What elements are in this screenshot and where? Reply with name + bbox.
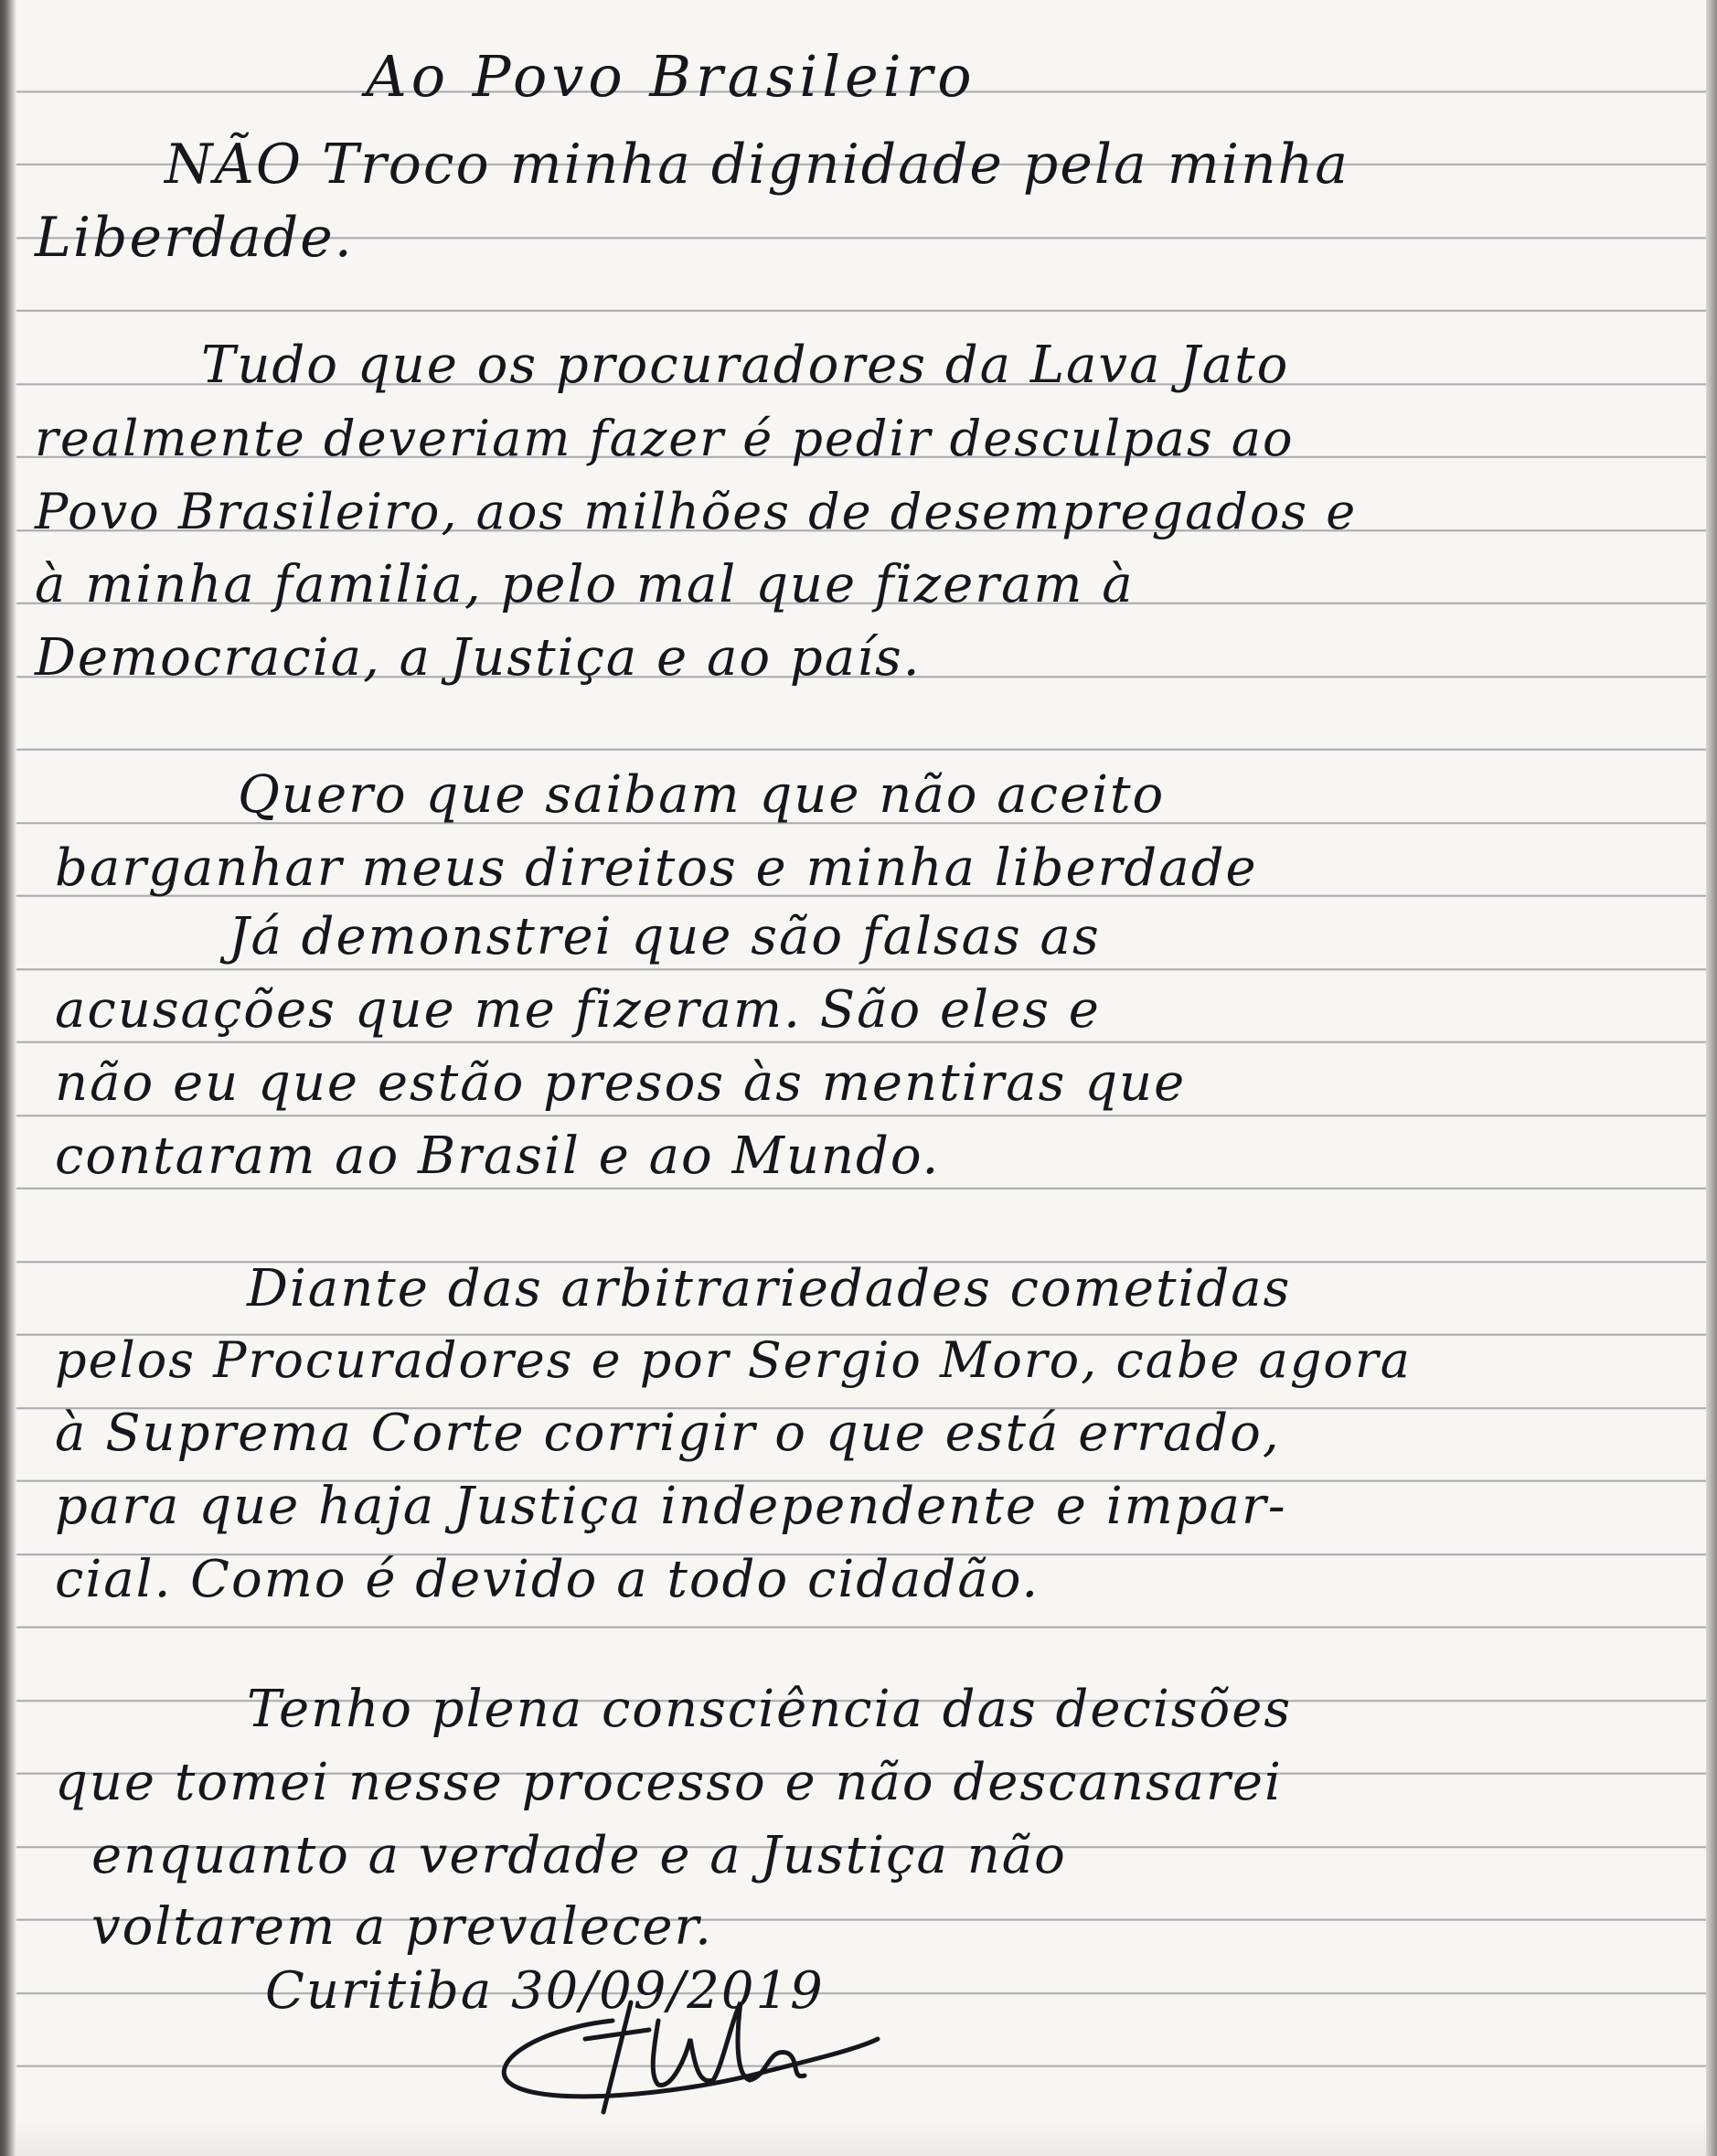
place-and-date: Curitiba 30/09/2019: [265, 1961, 825, 2021]
letter-line-15: pelos Procuradores e por Sergio Moro, cabe agora: [55, 1331, 1412, 1389]
letter-line-14: Diante das arbitrariedades cometidas: [247, 1259, 1292, 1318]
letter-line-4: realmente deveriam fazer é pedir desculpas ao: [35, 410, 1295, 467]
letter-line-10: Já demonstrei que são falsas as: [229, 907, 1101, 966]
letter-line-2: Liberdade.: [35, 206, 354, 270]
letter-line-16: à Suprema Corte corrigir o que está errado,: [55, 1404, 1281, 1463]
letter-line-6: à minha familia, pelo mal que fizeram à: [35, 555, 1135, 614]
letter-line-19: Tenho plena consciência das decisões: [247, 1680, 1293, 1739]
letter-title: Ao Povo Brasileiro: [366, 43, 976, 110]
letter-line-7: Democracia, a Justiça e ao país.: [35, 628, 922, 688]
letter-line-1: NÃO Troco minha dignidade pela minha: [165, 133, 1350, 197]
letter-line-20: que tomei nesse processo e não descansarei: [55, 1753, 1283, 1812]
letter-line-12: não eu que estão presos às mentiras que: [55, 1053, 1187, 1113]
handwritten-signature: [475, 1984, 896, 2121]
letter-line-22: voltarem a prevalecer.: [91, 1897, 713, 1957]
letter-line-13: contaram ao Brasil e ao Mundo.: [55, 1126, 941, 1186]
letter-line-11: acusações que me fizeram. São eles e: [55, 980, 1101, 1040]
letter-line-9: barganhar meus direitos e minha liberdade: [55, 838, 1258, 898]
letter-line-17: para que haja Justiça independente e impar-: [55, 1477, 1287, 1536]
letter-line-21: enquanto a verdade e a Justiça não: [91, 1826, 1067, 1885]
letter-line-18: cial. Como é devido a todo cidadão.: [55, 1550, 1040, 1609]
letter-line-5: Povo Brasileiro, aos milhões de desempregados e: [35, 483, 1358, 540]
letter-line-3: Tudo que os procuradores da Lava Jato: [201, 336, 1290, 395]
letter-line-8: Quero que saibam que não aceito: [238, 765, 1166, 825]
